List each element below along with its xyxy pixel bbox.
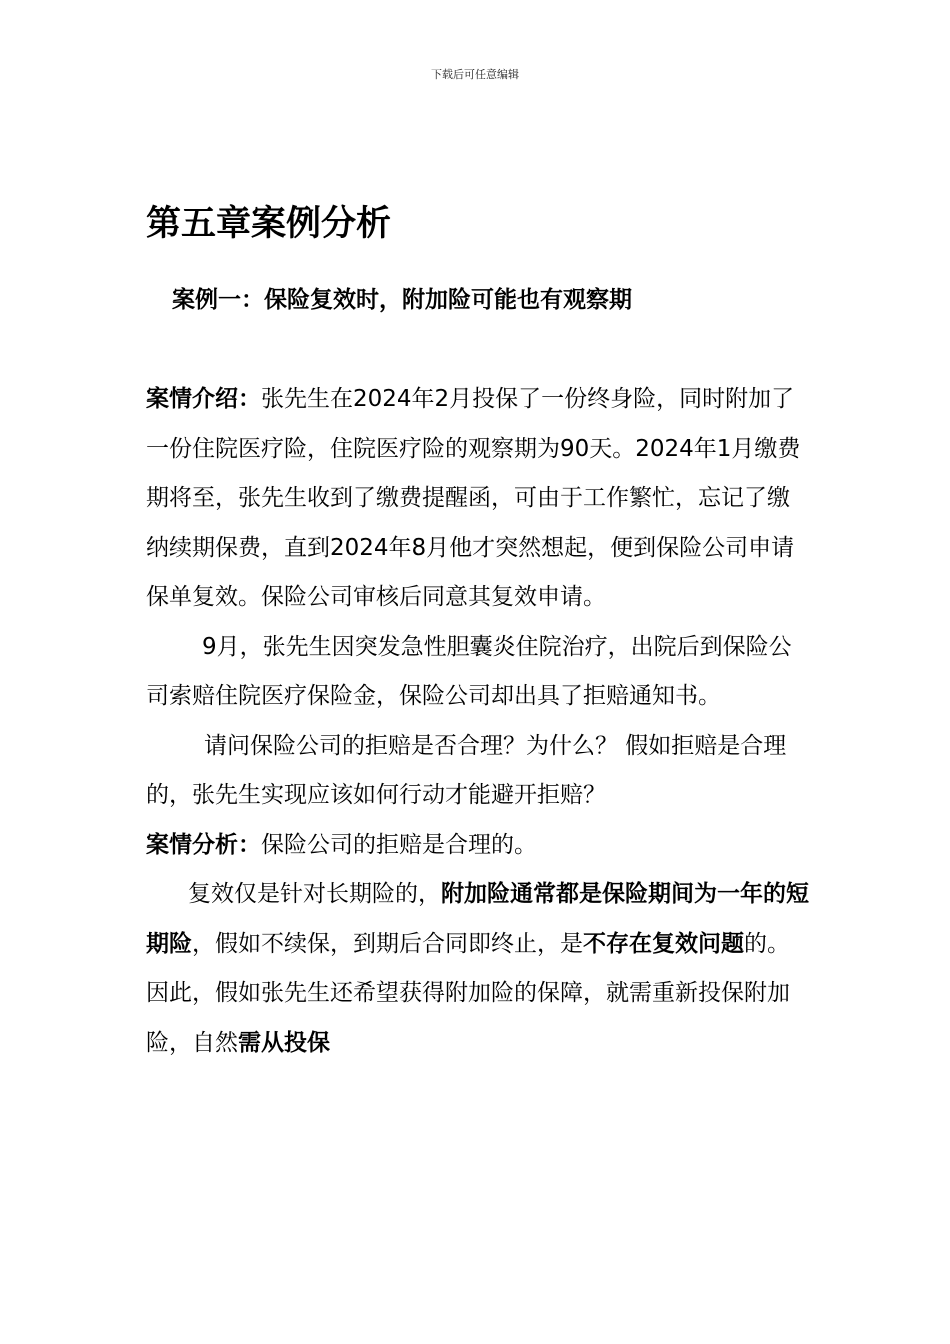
chapter-title: 第五章案例分析 [146,204,392,244]
analysis-paragraph [146,821,810,871]
p5-text-2: ，假如不续保，到期后合同即终止，是 [192,930,583,957]
case-title: 案例一：保险复效时，附加险可能也有观察期 [172,287,632,313]
analysis-label: 案情分析： [146,831,261,858]
p5-text-1: 复效仅是针对长期险的， [188,881,441,907]
case-text [146,375,810,1068]
paragraph-3: 请问保险公司的拒赔是否合理？为什么？ 假如拒赔是合理的，张先生实现应该如何行动才能避开拒赔？ [146,732,787,808]
p5-bold-2: 不存在复效问题 [583,930,744,957]
p5-text-3: 的。因此，假如张先生还希望获得附加险的保障，就需重新投保附加险，自然 [146,930,790,1056]
analysis-text: 保险公司的拒赔是合理的。 [261,831,537,858]
intro-paragraph [146,375,810,623]
paragraph-2: 9月，张先生因突发急性胆囊炎住院治疗，出院后到保险公司索赔住院医疗保险金，保险公司却出具了拒赔通知书。 [146,633,792,709]
p5-bold-1: 附加险通常都是保险期间为一年的短期险 [146,881,809,957]
intro-text: 张先生在2024年2月投保了一份终身险，同时附加了一份住院医疗险，住院医疗险的观察期为90天。2024年1月缴费期将至，张先生收到了缴费提醒函，可由于工作繁忙，忘记了缴纳续期保费，直到2024年8月他才突然想起，便到保险公司申请保单复效。保险公司审核后同意其复效申请。 [146,386,801,610]
page-header-note: 下载后可任意编辑 [431,68,519,81]
p5-bold-3: 需从投保 [238,1029,330,1056]
intro-label: 案情介绍： [146,386,261,412]
paragraph-5 [146,870,810,1068]
